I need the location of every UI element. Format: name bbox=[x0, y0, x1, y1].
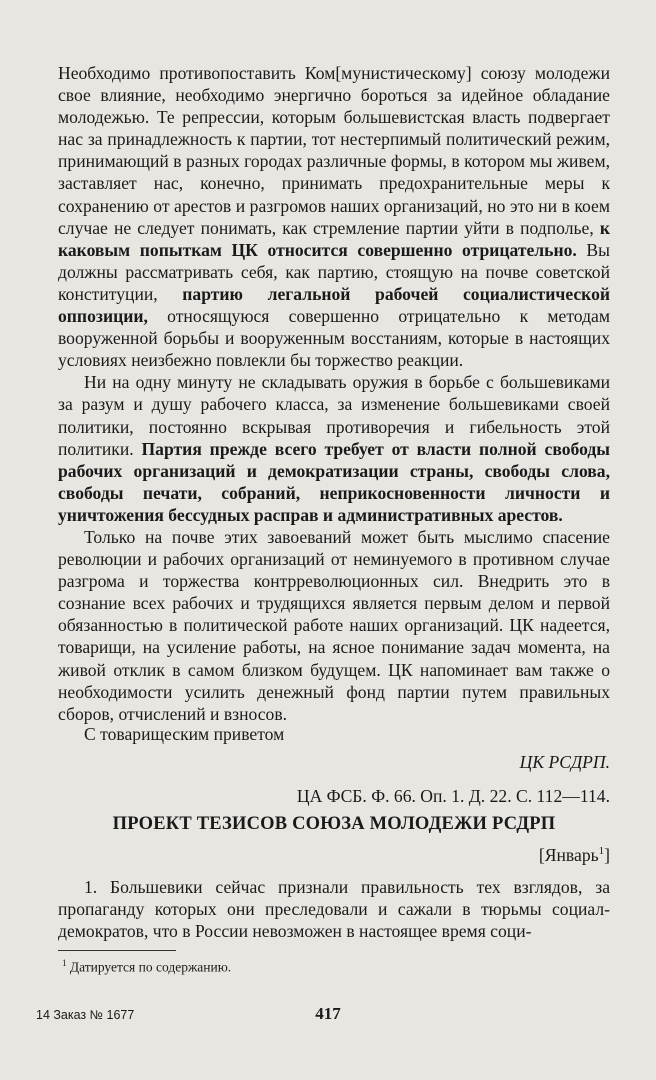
paragraph-1-bold-segment-2: партию легальной рабочей социалистической оппозиции, bbox=[58, 283, 611, 327]
print-signature-mark: 14 Заказ № 1677 bbox=[36, 1008, 135, 1022]
paragraph-2 bbox=[58, 371, 610, 526]
paragraph-1-segment-1: Необходимо противопоставить Ком[мунистическому] союзу молодежи свое влияние, необходимо энергично бороться за идейное обладание молодежью. Те репрессии, которым большевистская власть подвергает нас за принадлежность к партии, тот нестерпимый политический режим, принимающий в разных городах различные формы, в котором мы живем, заставляет нас, конечно, принимать предохранительные меры к сохранению от арестов и разгромов наших организаций, но это ни в коем случае не следует понимать, как стремление партии уйти в подполье, bbox=[58, 63, 610, 238]
paragraph-2-bold-segment: Партия прежде всего требует от власти полной свободы рабочих организаций и демократизации страны, свободы слова, свободы печати, собраний, неприкосновенности личности и уничтожения бессудных расправ и административных арестов. bbox=[58, 438, 610, 525]
paragraph-1-segment-2: Вы должны рассматривать себя, как партию, стоящую на почве советской конституции, bbox=[58, 239, 610, 304]
paragraph-1-segment-3: относящуюся совершенно отрицательно к методам вооруженной борьбы и вооруженным восстаниям, которые в настоящих условиях неизбежно повлекли бы торжество реакции. bbox=[58, 306, 610, 371]
date-label bbox=[539, 845, 610, 866]
archive-reference: ЦА ФСБ. Ф. 66. Оп. 1. Д. 22. С. 112—114. bbox=[296, 786, 610, 806]
section-heading: ПРОЕКТ ТЕЗИСОВ СОЮЗА МОЛОДЕЖИ РСДРП bbox=[112, 814, 556, 834]
thesis-text bbox=[58, 876, 610, 942]
paragraph-1-bold-segment-1: к каковым попыткам ЦК относится совершенно отрицательно. bbox=[58, 217, 610, 260]
footnote-mark: 1 bbox=[62, 958, 67, 968]
paragraph-1 bbox=[58, 62, 610, 371]
paragraph-3-segment-1: Только на почве этих завоеваний может быть мыслимо спасение революции и рабочих организаций от неминуемого в противном случае разгрома и торжества контрреволюционных сил. Внедрить это в сознание всех рабочих и трудящихся является первым делом и первой обязанностью в политической работе наших организаций. ЦК надеется, товарищи, на усиление работы, на ясное понимание задач момента, на живой отклик в самом близком будущем. ЦК напоминает вам также о необходимости усилить денежный фонд партии путем правильных сборов, отчислений и взносов. bbox=[58, 526, 610, 724]
date-text: [Январь bbox=[538, 845, 599, 865]
letter-body bbox=[58, 62, 610, 725]
footnote-text: Датируется по содержанию. bbox=[69, 959, 232, 975]
page-number: 417 bbox=[315, 1004, 341, 1023]
paragraph-3 bbox=[58, 526, 610, 725]
footnote bbox=[62, 958, 231, 976]
date-close-bracket: ] bbox=[604, 845, 610, 865]
footnote-divider bbox=[58, 950, 176, 951]
signature: ЦК РСДРП. bbox=[519, 752, 610, 772]
paragraph-2-segment-1: Ни на одну минуту не складывать оружия в борьбе с большевиками за разум и душу рабочего класса, за изменение большевиками своей политики, постоянно вскрывая противоречия и гибельность этой политики. bbox=[58, 372, 610, 459]
salutation: С товарищеским приветом bbox=[84, 724, 285, 744]
date-footnote-mark: 1 bbox=[598, 845, 605, 858]
thesis-paragraph-1: 1. Большевики сейчас признали правильность тех взглядов, за пропаганду которых они преследовали и сажали в тюрьмы социал-демократов, что в России невозможен в настоящее время соци- bbox=[58, 877, 610, 942]
